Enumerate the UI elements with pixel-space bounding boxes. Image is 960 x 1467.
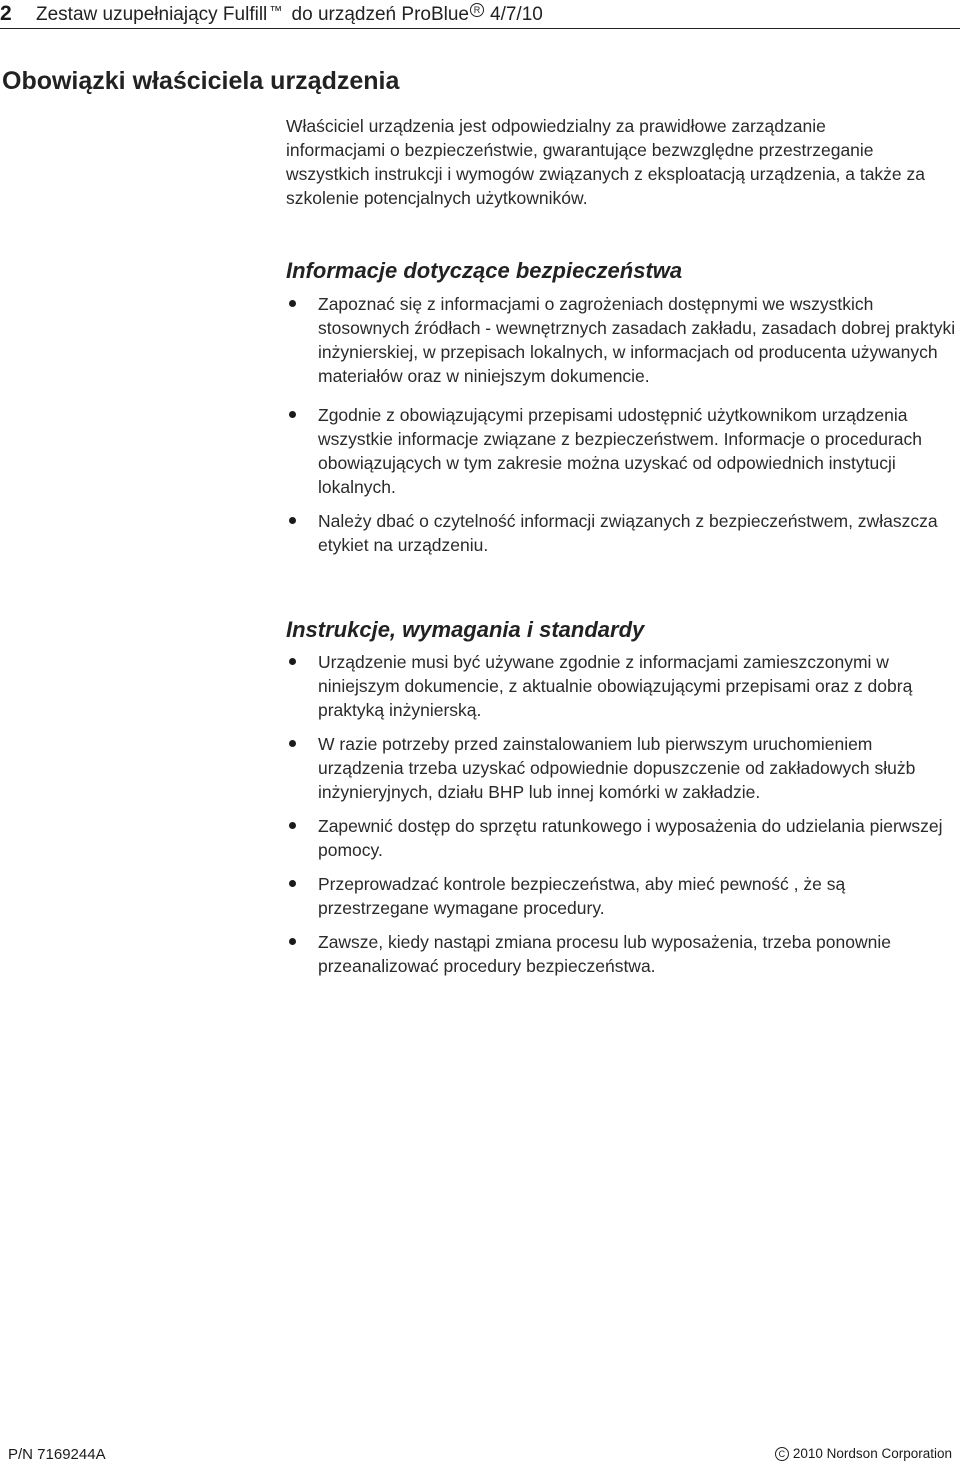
list-item-text: Urządzenie musi być używane zgodnie z informacjami zamieszczonymi w niniejszym dokumencie, z aktualnie obowiązującymi przepisami oraz z dobrą praktyką inżynierską. <box>318 652 913 720</box>
bullet-icon <box>289 822 296 829</box>
instructions-list <box>286 650 958 978</box>
document-title-part1: Zestaw uzupełniający Fulfill <box>36 4 268 25</box>
list-item <box>286 509 958 557</box>
page-header <box>0 0 960 30</box>
list-item <box>286 814 958 862</box>
bullet-icon <box>289 740 296 747</box>
document-title <box>36 3 543 26</box>
list-item-text: Przeprowadzać kontrole bezpieczeństwa, aby mieć pewność , że są przestrzegane wymagane procedury. <box>318 874 846 918</box>
intro-paragraph: Właściciel urządzenia jest odpowiedzialny za prawidłowe zarządzanie informacjami o bezpieczeństwie, gwarantujące bezwzględne przestrzeganie wszystkich instrukcji i wymogów związanych z eksploatacją urządzenia, a także za szkolenie potencjalnych użytkowników. <box>286 116 926 208</box>
page-title: Obowiązki właściciela urządzenia <box>2 67 400 95</box>
bullet-icon <box>289 517 296 524</box>
section-title-safety-info: Informacje dotyczące bezpieczeństwa <box>286 258 683 283</box>
section-title-instructions: Instrukcje, wymagania i standardy <box>286 617 645 642</box>
list-item <box>286 650 958 722</box>
page-number: 2 <box>0 2 12 25</box>
copyright-icon: C <box>775 1447 789 1461</box>
copyright <box>775 1446 952 1461</box>
bullet-icon <box>289 880 296 887</box>
list-item <box>286 403 958 499</box>
trademark-symbol: ™ <box>269 3 283 18</box>
document-version: 4/7/10 <box>490 4 543 25</box>
document-title-part2: do urządzeń ProBlue <box>291 4 469 25</box>
part-number: P/N 7169244A <box>8 1446 106 1463</box>
header-rule <box>0 28 960 29</box>
copyright-text: 2010 Nordson Corporation <box>792 1446 952 1461</box>
list-item-text: Należy dbać o czytelność informacji związanych z bezpieczeństwem, zwłaszcza etykiet na urządzeniu. <box>318 511 938 555</box>
list-item-text: Zawsze, kiedy nastąpi zmiana procesu lub wyposażenia, trzeba ponownie przeanalizować procedury bezpieczeństwa. <box>318 932 891 976</box>
bullet-icon <box>289 300 296 307</box>
bullet-icon <box>289 658 296 665</box>
list-item-text: Zgodnie z obowiązującymi przepisami udostępnić użytkownikom urządzenia wszystkie informacje związane z bezpieczeństwem. Informacje o procedurach obowiązujących w tym zakresie można uzyskać od odpowiednich instytucji lokalnych. <box>318 405 923 497</box>
list-item-text: W razie potrzeby przed zainstalowaniem lub pierwszym uruchomieniem urządzenia trzeba uzyskać odpowiednie dopuszczenie od zakładowych służb inżynieryjnych, działu BHP lub innej komórki w zakładzie. <box>318 734 916 802</box>
list-item-text: Zapoznać się z informacjami o zagrożeniach dostępnymi we wszystkich stosownych źródłach - wewnętrznych zasadach zakładu, zasadach dobrej praktyki inżynierskiej, w przepisach lokalnych, w informacjach od producenta używanych materiałów oraz w niniejszym dokumencie. <box>318 294 956 386</box>
list-item <box>286 872 958 920</box>
list-item <box>286 732 958 804</box>
registered-icon: R <box>470 3 484 17</box>
list-item <box>286 292 958 388</box>
bullet-icon <box>289 938 296 945</box>
list-item <box>286 930 958 978</box>
safety-info-list <box>286 292 958 557</box>
bullet-icon <box>289 411 296 418</box>
list-item-text: Zapewnić dostęp do sprzętu ratunkowego i wyposażenia do udzielania pierwszej pomocy. <box>318 816 943 860</box>
